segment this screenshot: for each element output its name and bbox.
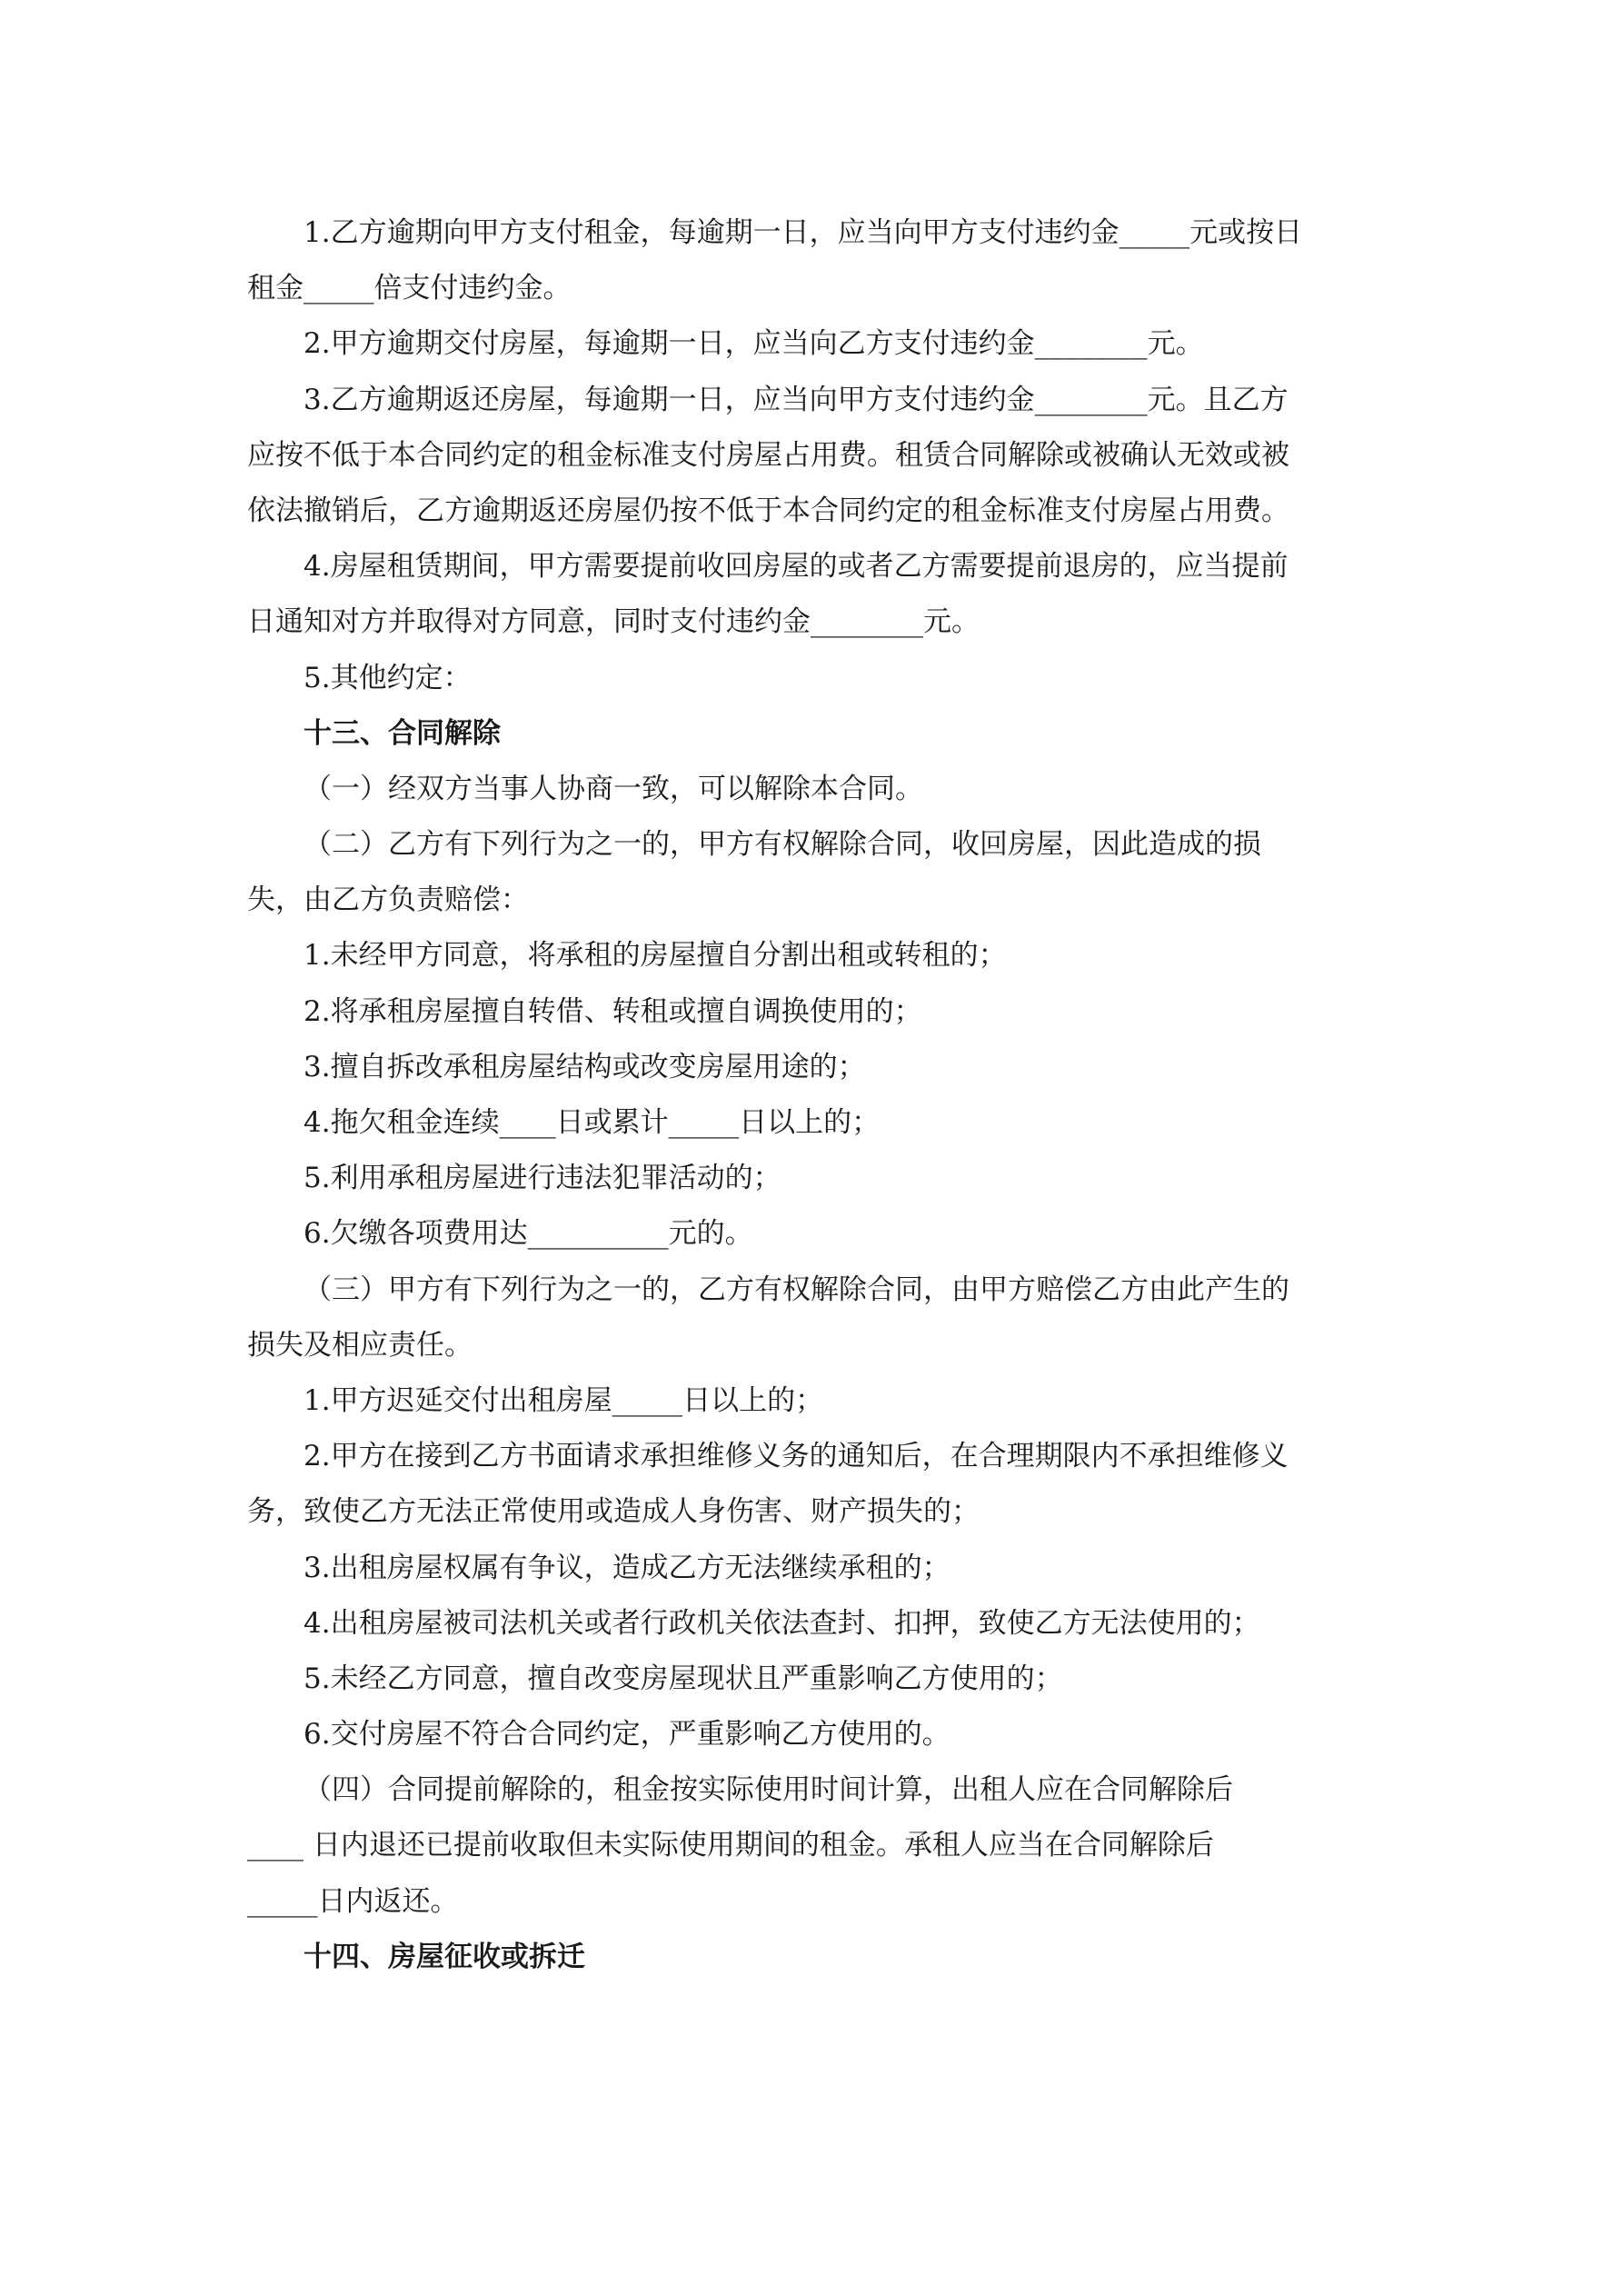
section-heading: 十三、合同解除	[304, 716, 501, 750]
text-line: 3.乙方逾期返还房屋，每逾期一日，应当向甲方支付违约金________元。且乙方	[304, 383, 1289, 416]
text-line: 2.甲方逾期交付房屋，每逾期一日，应当向乙方支付违约金________元。	[304, 327, 1204, 361]
text-line: 5.其他约定：	[304, 661, 472, 694]
text-line: 依法撤销后，乙方逾期返还房屋仍按不低于本合同约定的租金标准支付房屋占用费。	[247, 494, 1289, 527]
text-line: 租金_____倍支付违约金。	[247, 272, 572, 305]
text-line: ____ 日内退还已提前收取但未实际使用期间的租金。承租人应当在合同解除后	[247, 1829, 1214, 1862]
text-line: 损失及相应责任。	[247, 1328, 473, 1362]
text-line: 2.将承租房屋擅自转借、转租或擅自调换使用的；	[304, 994, 922, 1028]
text-line: 日通知对方并取得对方同意，同时支付违约金________元。	[247, 605, 980, 639]
document-body	[247, 205, 1378, 1985]
text-line: 失，由乙方负责赔偿：	[247, 883, 529, 917]
text-line: 1.未经甲方同意，将承租的房屋擅自分割出租或转租的；	[304, 939, 1007, 973]
text-line: 应按不低于本合同约定的租金标准支付房屋占用费。租赁合同解除或被确认无效或被	[247, 438, 1289, 472]
text-line: 1.乙方逾期向甲方支付租金，每逾期一日，应当向甲方支付违约金_____元或按日	[304, 216, 1303, 249]
text-line: 1.甲方迟延交付出租房屋_____日以上的；	[304, 1383, 824, 1417]
text-line: 3.擅自拆改承租房屋结构或改变房屋用途的；	[304, 1050, 866, 1083]
section-heading: 十四、房屋征收或拆迁	[304, 1940, 585, 1973]
text-line: （四）合同提前解除的，租金按实际使用时间计算，出租人应在合同解除后	[304, 1773, 1233, 1807]
text-line: 6.交付房屋不符合合同约定，严重影响乙方使用的。	[304, 1718, 950, 1752]
text-line: 5.利用承租房屋进行违法犯罪活动的；	[304, 1162, 781, 1195]
text-line: 4.出租房屋被司法机关或者行政机关依法查封、扣押，致使乙方无法使用的；	[304, 1606, 1260, 1640]
text-line: 4.房屋租赁期间，甲方需要提前收回房屋的或者乙方需要提前退房的，应当提前	[304, 550, 1289, 584]
text-line: 3.出租房屋权属有争议，造成乙方无法继续承租的；	[304, 1551, 950, 1584]
text-line: （三）甲方有下列行为之一的，乙方有权解除合同，由甲方赔偿乙方由此产生的	[304, 1273, 1289, 1306]
text-line: _____日内返还。	[247, 1884, 459, 1918]
text-line: 5.未经乙方同意，擅自改变房屋现状且严重影响乙方使用的；	[304, 1662, 1063, 1695]
text-line: （二）乙方有下列行为之一的，甲方有权解除合同，收回房屋，因此造成的损	[304, 828, 1261, 862]
text-line: 4.拖欠租金连续____日或累计_____日以上的；	[304, 1106, 881, 1139]
text-line: 2.甲方在接到乙方书面请求承担维修义务的通知后，在合理期限内不承担维修义	[304, 1440, 1289, 1473]
text-line: 务，致使乙方无法正常使用或造成人身伤害、财产损失的；	[247, 1495, 980, 1529]
text-line: 6.欠缴各项费用达__________元的。	[304, 1217, 753, 1251]
text-line: （一）经双方当事人协商一致，可以解除本合同。	[304, 772, 923, 805]
